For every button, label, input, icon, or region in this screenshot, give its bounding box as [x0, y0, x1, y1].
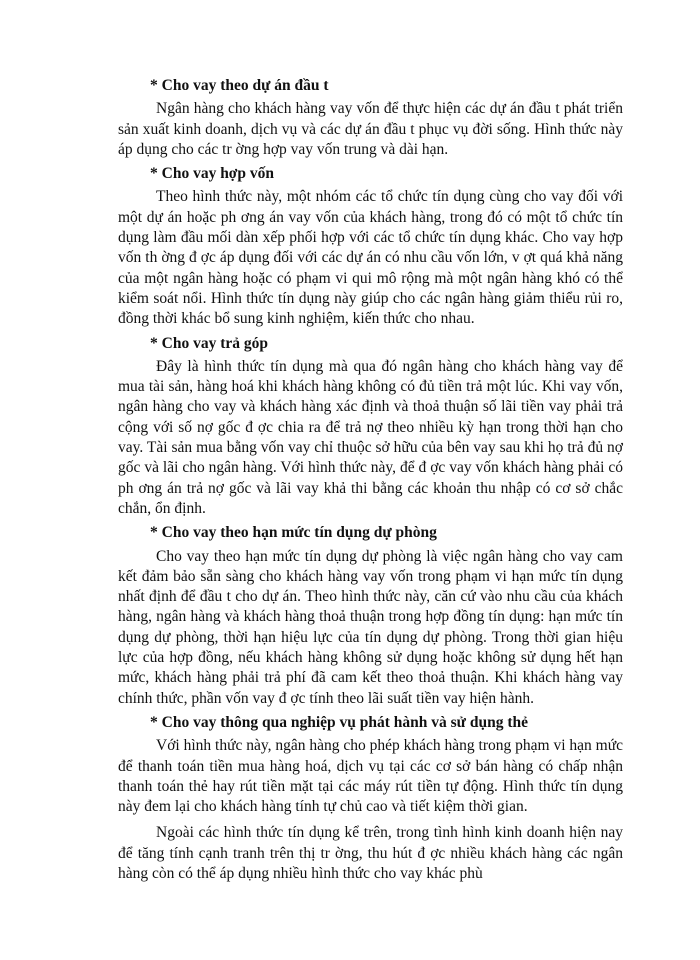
section-installment-loan — [118, 334, 623, 520]
section-heading: * Cho vay hợp vốn — [150, 165, 275, 183]
document-page — [118, 76, 623, 888]
section-project-loan — [118, 76, 623, 160]
section-paragraph: Đây là hình thức tín dụng mà qua đó ngân hàng cho khách hàng vay để mua tài sản, hàng hoá khi khách hàng không có đủ tiền trả một lúc. Khi vay vốn, ngân hàng cho vay và khách hàng xác định và thoả thuận số lãi tiền vay phải trả cộng với số nợ gốc đ ợc chia ra để trả nợ theo nhiều kỳ hạn trong thời hạn cho vay. Tài sản mua bằng vốn vay chỉ thuộc sở hữu của bên vay sau khi họ trả đủ nợ gốc và lãi cho ngân hàng. Với hình thức này, để đ ợc vay vốn khách hàng phải có ph ơng án trả nợ gốc và lãi vay khả thi bằng các khoản thu nhập có cơ sở chắc chắn, ổn định. — [118, 357, 623, 517]
section-heading: * Cho vay trả góp — [150, 334, 268, 352]
section-syndicated-loan — [118, 164, 623, 329]
section-heading: * Cho vay thông qua nghiệp vụ phát hành và sử dụng thẻ — [150, 713, 528, 731]
section-standby-credit — [118, 523, 623, 709]
closing-paragraph: Ngoài các hình thức tín dụng kể trên, trong tình hình kinh doanh hiện nay để tăng tính cạnh tranh trên thị tr ờng, thu hút đ ợc nhiều khách hàng các ngân hàng còn có thể áp dụng nhiều hình thức cho vay khác phù — [118, 824, 623, 882]
section-paragraph: Cho vay theo hạn mức tín dụng dự phòng là việc ngân hàng cho vay cam kết đảm bảo sẵn sàng cho khách hàng vay vốn trong phạm vi hạn mức tín dụng nhất định để đầu t cho dự án. Theo hình thức này, căn cứ vào nhu cầu của khách hàng, ngân hàng và khách hàng thoả thuận trong hợp đồng tín dụng: hạn mức tín dụng dự phòng, thời hạn hiệu lực của tín dụng dự phòng. Trong thời gian hiệu lực của hợp đồng, nếu khách hàng không sử dụng hoặc không sử dụng hết hạn mức, khách hàng phải trả phí đã cam kết theo thoả thuận. Khi khách hàng vay chính thức, phần vốn vay đ ợc tính theo lãi suất tiền vay hiện hành. — [118, 547, 623, 707]
section-paragraph: Với hình thức này, ngân hàng cho phép khách hàng trong phạm vi hạn mức để thanh toán tiền mua hàng hoá, dịch vụ tại các cơ sở bán hàng có chấp nhận thanh toán thẻ hay rút tiền mặt tại các máy rút tiền tự động. Hình thức tín dụng này đem lại cho khách hàng tính tự chủ cao và tiết kiệm thời gian. — [118, 737, 623, 816]
section-paragraph: Theo hình thức này, một nhóm các tổ chức tín dụng cùng cho vay đối với một dự án hoặc ph ơng án vay vốn của khách hàng, trong đó có một tổ chức tín dụng làm đầu mối dàn xếp phối hợp với các tổ chức tín dụng khác. Cho vay hợp vốn th ờng đ ợc áp dụng đối với các dự án có nhu cầu vốn lớn, v ợt quá khả năng của một ngân hàng hoặc có phạm vi qui mô rộng mà một ngân hàng khó có thể kiểm soát nổi. Hình thức tín dụng này giúp cho các ngân hàng giảm thiểu rủi ro, đồng thời khác bổ sung kinh nghiệm, kiến thức cho nhau. — [118, 188, 623, 328]
section-card-loan — [118, 713, 623, 817]
section-heading: * Cho vay theo hạn mức tín dụng dự phòng — [150, 524, 437, 542]
section-paragraph: Ngân hàng cho khách hàng vay vốn để thực hiện các dự án đầu t phát triển sản xuất kinh doanh, dịch vụ và các dự án đầu t phục vụ đời sống. Hình thức này áp dụng cho các tr ờng hợp vay vốn trung và dài hạn. — [118, 100, 623, 158]
section-heading: * Cho vay theo dự án đầu t — [150, 77, 329, 94]
